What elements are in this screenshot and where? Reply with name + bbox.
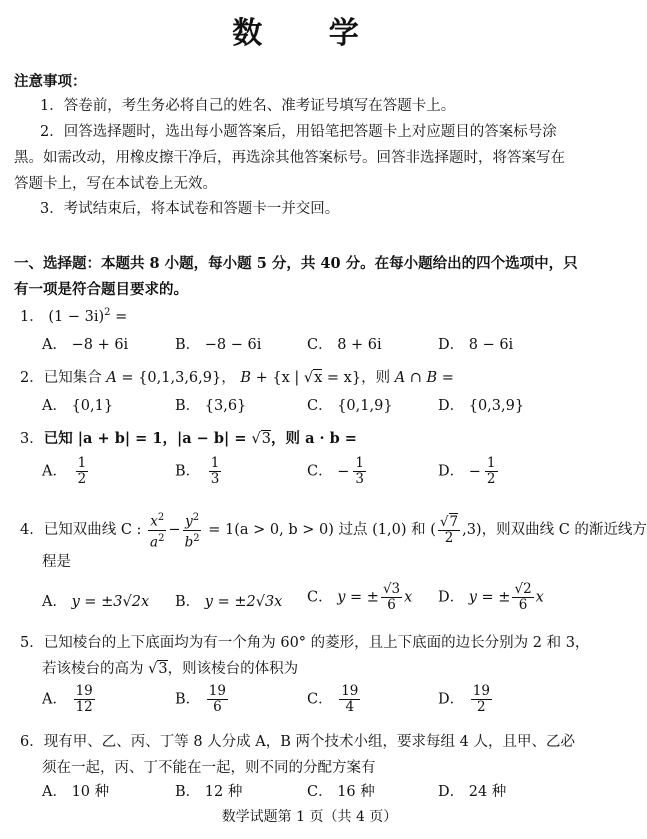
sqrt-x: x bbox=[314, 370, 323, 386]
q6-option-d: D． 24 种 bbox=[438, 784, 507, 800]
q4-option-a bbox=[42, 590, 149, 611]
question-number: 1． bbox=[20, 309, 44, 325]
q5-option-b bbox=[175, 684, 230, 715]
fraction bbox=[381, 582, 402, 613]
stem-mid: = 1(a > 0, b > 0) 过点 (1,0) 和 ( bbox=[203, 522, 436, 538]
question-4-stem: 4．已知双曲线 C : $\frac{x^2}{a^2}$ − $\frac{y^2}{b^2}$ = 1(a > 0, b > 0) 过点 (1,0) 和 ( $\frac{√7}{2}$ ,3)，则双曲线 C 的渐近线方 bbox=[20, 512, 647, 550]
fraction bbox=[485, 456, 498, 487]
question-number: 3． bbox=[20, 431, 44, 447]
fraction bbox=[74, 684, 95, 715]
question-1-stem bbox=[20, 305, 127, 326]
q4-option-c bbox=[307, 582, 412, 613]
fraction-sqrt7 bbox=[438, 515, 460, 546]
option-label: B． bbox=[175, 594, 201, 610]
question-5-stem-cont: 若该棱台的高为 √3，则该棱台的体积为 bbox=[42, 661, 299, 677]
q1-option-c: C． 8 + 6i bbox=[307, 337, 382, 353]
var-a: A bbox=[106, 370, 117, 386]
numerator: 1 bbox=[486, 455, 496, 471]
option-label: D． bbox=[438, 463, 465, 480]
q3-option-a bbox=[42, 456, 90, 487]
sqrt-3: 3 bbox=[261, 431, 272, 447]
option-value: y = ± bbox=[468, 589, 511, 606]
q3-option-b bbox=[175, 456, 223, 487]
q2-option-a: A． {0,1} bbox=[42, 398, 114, 414]
intersection: A ∩ B bbox=[394, 370, 438, 386]
stem-text: 若该棱台的高为 bbox=[42, 661, 149, 677]
stem-tail: ，则该棱台的体积为 bbox=[167, 661, 299, 677]
question-5-stem bbox=[20, 631, 589, 652]
denominator: 2 bbox=[486, 471, 496, 487]
q5-option-a bbox=[42, 684, 97, 715]
numerator: √3 bbox=[382, 581, 401, 597]
sqrt-7: 7 bbox=[449, 513, 459, 530]
option-label: C． bbox=[307, 691, 333, 708]
denominator: 2 bbox=[444, 529, 454, 546]
question-number: 4． bbox=[20, 522, 44, 538]
stem-text: 现有甲、乙、丙、丁等 8 人分成 A，B 两个技术小组，要求每组 4 人，且甲、乙必 bbox=[43, 734, 575, 750]
question-number: 5． bbox=[20, 635, 44, 651]
question-6-stem bbox=[20, 730, 575, 751]
q5-option-c bbox=[307, 684, 362, 715]
option-label: A． bbox=[42, 691, 67, 708]
stem-tail: ,3)，则双曲线 C 的渐近线方 bbox=[462, 522, 647, 538]
denominator: 12 bbox=[75, 699, 93, 715]
stem-text: 已知双曲线 C : bbox=[43, 522, 147, 538]
option-value: y = ±3√2x bbox=[71, 594, 150, 610]
section-heading-1: 一、选择题：本题共 8 小题，每小题 5 分，共 40 分。在每小题给出的四个选项中，只 bbox=[14, 255, 578, 272]
denominator: 4 bbox=[345, 699, 355, 715]
equals: = bbox=[437, 370, 454, 386]
question-number: 6． bbox=[20, 734, 44, 750]
notice-item-3: 3．考试结束后，将本试卷和答题卡一并交回。 bbox=[40, 201, 340, 217]
exponent: 2 bbox=[104, 307, 111, 319]
fraction bbox=[339, 684, 360, 715]
q1-option-a: A． −8 + 6i bbox=[42, 337, 129, 353]
fraction bbox=[471, 684, 492, 715]
option-value: y = ± bbox=[337, 589, 379, 606]
numerator: 1 bbox=[355, 455, 364, 471]
option-label: C． bbox=[307, 463, 333, 480]
section-heading-2: 有一项是符合题目要求的。 bbox=[14, 281, 188, 298]
numerator: 1 bbox=[210, 455, 220, 471]
q3-option-c bbox=[307, 456, 368, 487]
numerator: $x^2$ bbox=[150, 512, 165, 530]
notice-item-1: 1．答卷前，考生务必将自己的姓名、准考证号填写在答题卡上。 bbox=[40, 98, 456, 114]
notice-item-2-cont: 黑。如需改动，用橡皮擦干净后，再选涂其他答案标号。回答非选择题时，将答案写在 bbox=[14, 150, 565, 166]
option-label: D． bbox=[438, 691, 465, 708]
denominator: 6 bbox=[518, 597, 528, 613]
fraction bbox=[353, 456, 366, 487]
option-label: A． bbox=[42, 463, 67, 480]
option-label: B． bbox=[175, 691, 201, 708]
denominator: $b^2$ bbox=[184, 532, 200, 550]
option-label: A． bbox=[42, 594, 67, 610]
stem-text: 已知 |a + b| = 1，|a − b| = bbox=[43, 430, 252, 447]
denominator: $a^2$ bbox=[150, 532, 165, 550]
q2-option-d: D． {0,3,9} bbox=[438, 398, 525, 414]
denominator: 2 bbox=[77, 471, 87, 487]
var-b: b bbox=[184, 534, 194, 550]
set-b-close: = x}，则 bbox=[322, 370, 395, 386]
notice-item-2: 2．回答选择题时，选出每小题答案后，用铅笔把答题卡上对应题目的答案标号涂 bbox=[40, 124, 557, 140]
numerator: $y^2$ bbox=[185, 512, 200, 530]
page-footer: 数学试题第 1 页（共 4 页） bbox=[221, 809, 398, 825]
denominator: 3 bbox=[355, 471, 364, 487]
denominator: 2 bbox=[477, 699, 486, 715]
q6-option-c: C． 16 种 bbox=[307, 784, 375, 800]
expression: (1 − 3i) bbox=[48, 309, 105, 325]
question-3-stem: 3．已知 |a + b| = 1，|a − b| = √3，则 a · b = bbox=[20, 430, 357, 447]
fraction bbox=[76, 456, 89, 487]
q1-option-d: D． 8 − 6i bbox=[438, 337, 514, 353]
sign: − bbox=[337, 463, 350, 480]
numerator: 19 bbox=[208, 683, 226, 699]
fraction-y bbox=[183, 510, 202, 550]
sign: − bbox=[468, 463, 481, 480]
stem-text: 已知集合 bbox=[43, 370, 107, 386]
fraction bbox=[207, 684, 228, 715]
var-a: a bbox=[150, 534, 159, 550]
denominator: 6 bbox=[213, 699, 222, 715]
q6-option-b: B． 12 种 bbox=[175, 784, 243, 800]
numerator: 19 bbox=[75, 683, 93, 699]
q4-option-d bbox=[438, 582, 544, 613]
fraction-x bbox=[148, 510, 166, 550]
question-number: 2． bbox=[20, 370, 44, 386]
numerator: 1 bbox=[77, 455, 87, 471]
set-b-open: + {x | bbox=[250, 370, 304, 386]
var-x: x bbox=[150, 513, 158, 530]
numerator: 19 bbox=[341, 683, 359, 699]
q3-option-d bbox=[438, 456, 500, 487]
question-6-stem-cont: 须在一起，丙、丁不能在一起，则不同的分配方案有 bbox=[42, 760, 376, 776]
var-x: x bbox=[535, 589, 544, 606]
option-label: B． bbox=[175, 463, 201, 480]
var-x: x bbox=[404, 589, 413, 606]
option-value: y = ±2√3x bbox=[204, 594, 283, 610]
sqrt-3: 3 bbox=[158, 661, 168, 677]
q1-option-b: B． −8 − 6i bbox=[175, 337, 262, 353]
stem-tail: ，则 a · b = bbox=[271, 430, 357, 447]
q4-option-b bbox=[175, 590, 282, 611]
denominator: 6 bbox=[387, 597, 396, 613]
fraction bbox=[512, 582, 533, 613]
q6-option-a: A． 10 种 bbox=[42, 784, 110, 800]
q2-option-b: B． {3,6} bbox=[175, 398, 247, 414]
denominator: 3 bbox=[210, 471, 220, 487]
var-b: B bbox=[240, 370, 251, 386]
equals: = bbox=[110, 309, 128, 325]
question-4-stem-cont: 程是 bbox=[42, 554, 71, 570]
numerator: 19 bbox=[472, 683, 490, 699]
notice-item-2-cont2: 答题卡上，写在本试卷上无效。 bbox=[14, 176, 217, 192]
numerator: √2 bbox=[514, 581, 532, 597]
set-a: = {0,1,3,6,9}， bbox=[116, 370, 241, 386]
var-y: y bbox=[185, 513, 193, 530]
numerator: √7 bbox=[439, 513, 459, 530]
notice-heading: 注意事项： bbox=[14, 73, 87, 90]
stem-text: 已知棱台的上下底面均为有一个角为 60° 的菱形，且上下底面的边长分别为 2 和 3， bbox=[43, 635, 590, 651]
fraction bbox=[209, 456, 222, 487]
page-title: 数 学 bbox=[232, 16, 387, 51]
option-label: C． bbox=[307, 589, 333, 606]
option-label: D． bbox=[438, 589, 465, 606]
q2-option-c: C． {0,1,9} bbox=[307, 398, 393, 414]
question-2-stem: 2．已知集合 A = {0,1,3,6,9}， B + {x | √x = x}，则 A ∩ B = bbox=[20, 370, 454, 386]
q5-option-d bbox=[438, 684, 494, 715]
